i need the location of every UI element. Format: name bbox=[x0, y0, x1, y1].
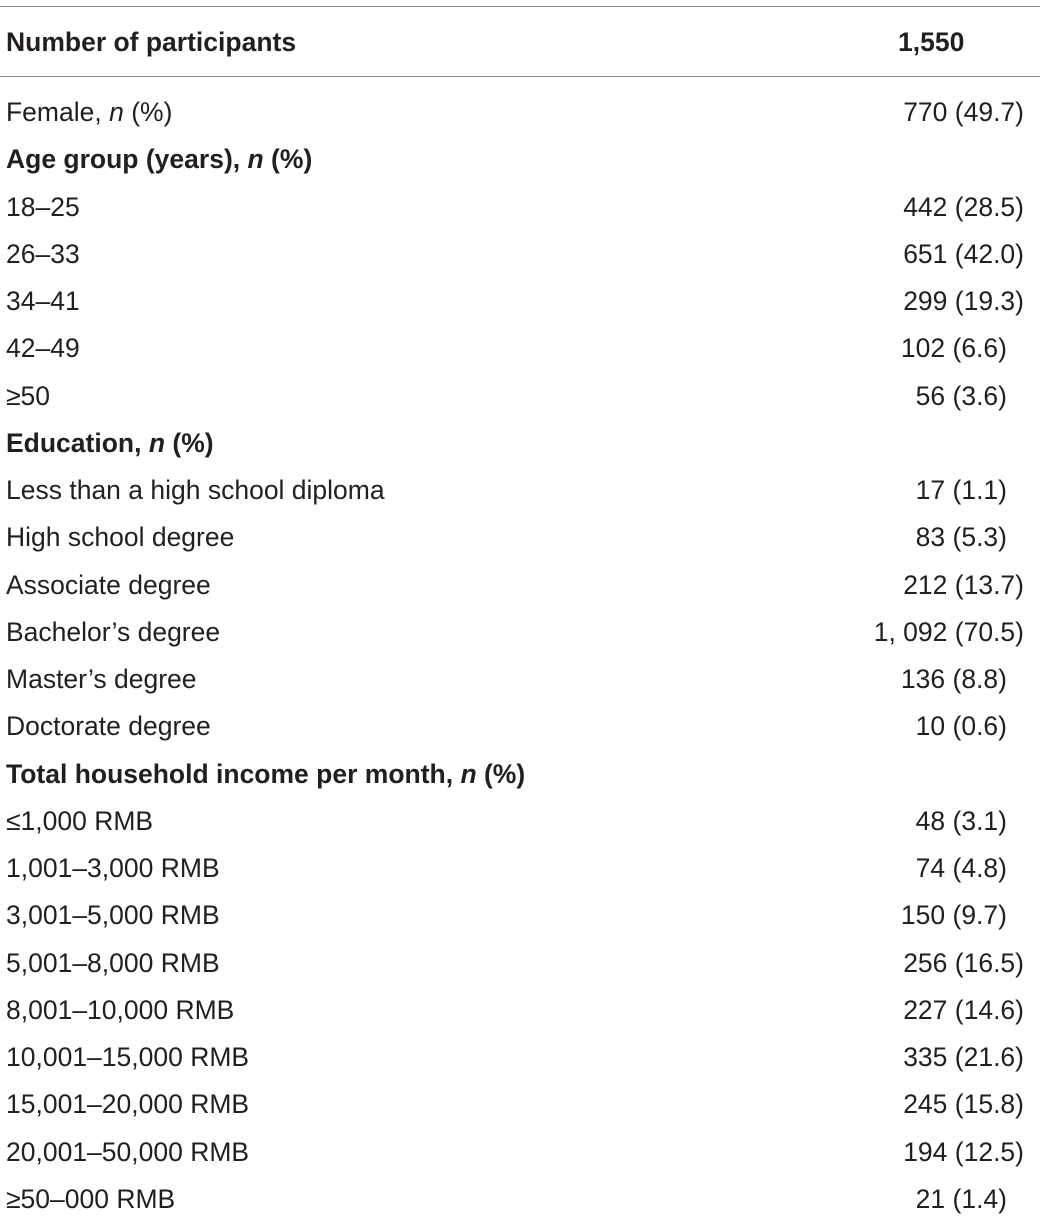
table-row bbox=[0, 987, 1040, 1034]
row-label bbox=[6, 325, 80, 372]
row-label bbox=[6, 1081, 249, 1128]
table-row bbox=[0, 656, 1040, 703]
row-label bbox=[6, 231, 80, 278]
section-label bbox=[6, 751, 525, 798]
row-label bbox=[6, 609, 220, 656]
row-value: 335 (21.6) bbox=[903, 1042, 1024, 1072]
section-header-row bbox=[0, 420, 1040, 467]
row-label bbox=[6, 798, 153, 845]
label-tail: (%) bbox=[123, 97, 173, 127]
row-label bbox=[6, 562, 211, 609]
table-header-row: Number of participants 1,550 bbox=[0, 18, 1040, 66]
row-value: 651 (42.0) bbox=[903, 238, 1024, 269]
table-row bbox=[0, 89, 1040, 136]
row-value: 1, 092 (70.5) bbox=[873, 616, 1024, 647]
label-text: 10,001–15,000 RMB bbox=[6, 1042, 250, 1072]
label-text: 18–25 bbox=[6, 191, 80, 222]
row-value: 102 (6.6) bbox=[900, 333, 1007, 364]
row-label bbox=[6, 373, 50, 420]
row-label bbox=[6, 1176, 175, 1223]
table-row bbox=[0, 1081, 1040, 1128]
row-label bbox=[6, 467, 385, 514]
label-text: ≥50–000 RMB bbox=[6, 1183, 176, 1214]
row-label bbox=[6, 1034, 249, 1081]
row-label bbox=[6, 184, 80, 231]
label-text: Female, bbox=[6, 97, 110, 127]
label-text: 1,001–3,000 RMB bbox=[6, 853, 220, 883]
table-row bbox=[0, 231, 1040, 278]
table-row bbox=[0, 1176, 1040, 1223]
row-value: 245 (15.8) bbox=[903, 1089, 1024, 1120]
table-row bbox=[0, 562, 1040, 609]
row-label bbox=[6, 703, 211, 750]
row-value: 212 (13.7) bbox=[903, 569, 1024, 600]
table-header-rule bbox=[0, 76, 1040, 77]
label-italic-n: n bbox=[148, 427, 166, 458]
label-text: ≥50 bbox=[6, 380, 51, 411]
label-text: 5,001–8,000 RMB bbox=[6, 947, 220, 978]
row-value: 150 (9.7) bbox=[900, 900, 1007, 931]
section-label bbox=[6, 136, 312, 183]
table-row bbox=[0, 1034, 1040, 1081]
label-text: High school degree bbox=[6, 522, 235, 553]
table-row bbox=[0, 798, 1040, 845]
section-header-row bbox=[0, 136, 1040, 183]
row-value: 770 (49.7) bbox=[903, 97, 1024, 127]
label-tail: (%) bbox=[263, 144, 313, 175]
label-italic-n: n bbox=[247, 144, 264, 175]
row-value: 194 (12.5) bbox=[903, 1136, 1024, 1167]
section-header-row bbox=[0, 751, 1040, 798]
row-value: 21 (1.4) bbox=[915, 1183, 1007, 1214]
table-row bbox=[0, 940, 1040, 987]
label-tail: (%) bbox=[476, 758, 526, 789]
row-label bbox=[6, 845, 220, 892]
label-text: 8,001–10,000 RMB bbox=[6, 994, 235, 1025]
label-text: 34–41 bbox=[6, 286, 80, 316]
row-value: 48 (3.1) bbox=[915, 805, 1007, 836]
row-value: 299 (19.3) bbox=[903, 286, 1024, 316]
row-value: 136 (8.8) bbox=[900, 664, 1007, 694]
label-text: Education, bbox=[6, 427, 149, 458]
row-label bbox=[6, 1129, 249, 1176]
table-row bbox=[0, 514, 1040, 561]
table-row bbox=[0, 278, 1040, 325]
table-row bbox=[0, 609, 1040, 656]
label-text: Age group (years), bbox=[6, 144, 248, 175]
row-value: 227 (14.6) bbox=[903, 994, 1024, 1025]
row-value: 256 (16.5) bbox=[903, 947, 1024, 978]
row-label bbox=[6, 892, 220, 939]
row-value: 56 (3.6) bbox=[915, 380, 1007, 411]
table-row bbox=[0, 892, 1040, 939]
section-label bbox=[6, 420, 214, 467]
label-text: Less than a high school diploma bbox=[6, 475, 385, 505]
label-text: 15,001–20,000 RMB bbox=[6, 1089, 250, 1120]
label-text: 42–49 bbox=[6, 333, 80, 364]
label-text: 20,001–50,000 RMB bbox=[6, 1136, 250, 1167]
label-text: Master’s degree bbox=[6, 664, 197, 694]
label-text: 3,001–5,000 RMB bbox=[6, 900, 220, 931]
table-row bbox=[0, 184, 1040, 231]
label-text: ≤1,000 RMB bbox=[6, 805, 154, 836]
row-value: 10 (0.6) bbox=[915, 711, 1007, 742]
row-label bbox=[6, 940, 220, 987]
header-label: Number of participants bbox=[6, 27, 297, 57]
label-tail: (%) bbox=[165, 427, 214, 458]
label-text: 26–33 bbox=[6, 238, 80, 269]
row-label bbox=[6, 278, 80, 325]
label-text: Bachelor’s degree bbox=[6, 616, 221, 647]
row-value: 74 (4.8) bbox=[915, 853, 1007, 883]
table-row bbox=[0, 1129, 1040, 1176]
row-label bbox=[6, 656, 197, 703]
label-italic-n: n bbox=[109, 97, 124, 127]
row-label bbox=[6, 514, 234, 561]
row-label bbox=[6, 89, 172, 136]
label-text: Total household income per month, bbox=[6, 758, 461, 789]
table-row bbox=[0, 373, 1040, 420]
row-value: 83 (5.3) bbox=[915, 522, 1007, 553]
label-italic-n: n bbox=[460, 758, 477, 789]
row-label bbox=[6, 987, 234, 1034]
label-text: Associate degree bbox=[6, 569, 211, 600]
table-top-rule bbox=[0, 6, 1040, 7]
table-row bbox=[0, 325, 1040, 372]
row-value: 17 (1.1) bbox=[915, 475, 1007, 505]
table-row bbox=[0, 703, 1040, 750]
label-text: Doctorate degree bbox=[6, 711, 211, 742]
row-value: 442 (28.5) bbox=[903, 191, 1024, 222]
table-row bbox=[0, 467, 1040, 514]
table-row bbox=[0, 845, 1040, 892]
